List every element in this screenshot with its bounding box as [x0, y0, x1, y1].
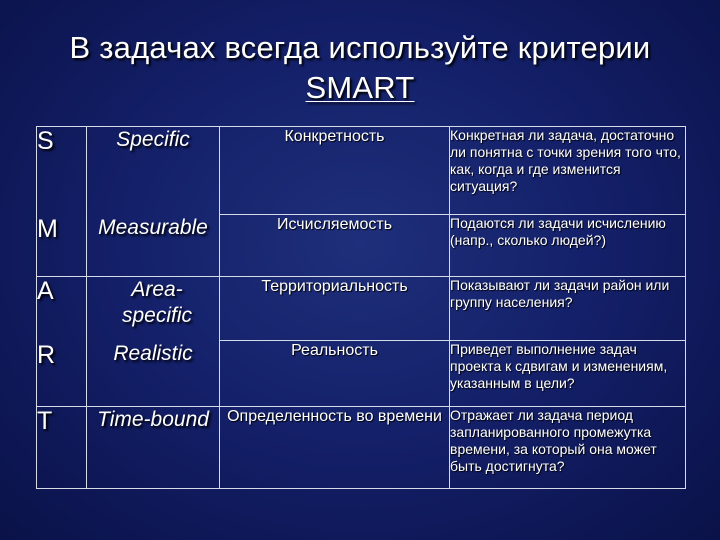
criterion-question: Конкретная ли задача, достаточно ли понятна с точки зрения того что, как, когда и где изменится ситуация? [450, 127, 686, 215]
smart-criteria-table [36, 126, 686, 489]
criterion-russian: Исчисляемость [220, 215, 450, 277]
table-row [37, 127, 686, 215]
table-row [37, 341, 686, 407]
criterion-russian: Реальность [220, 341, 450, 407]
criterion-question: Показывают ли задачи район или группу населения? [450, 277, 686, 341]
criterion-question: Отражает ли задача период запланированного промежутка времени, за который она может быть достигнута? [450, 407, 686, 489]
criterion-russian: Территориальность [220, 277, 450, 341]
criterion-english: Specific [87, 127, 220, 215]
slide-title [40, 28, 680, 108]
title-line-1: В задачах всегда используйте критерии [69, 30, 651, 65]
criterion-english: Time-bound [87, 407, 220, 489]
criterion-english: Realistic [87, 341, 220, 407]
criterion-letter: A [37, 277, 87, 341]
criterion-letter: T [37, 407, 87, 489]
criterion-question: Подаются ли задачи исчислению (напр., сколько людей?) [450, 215, 686, 277]
table-row [37, 407, 686, 489]
title-line-2: SMART [305, 70, 415, 105]
table-row [37, 215, 686, 277]
criterion-russian: Конкретность [220, 127, 450, 215]
criterion-english: Area-specific [87, 277, 220, 341]
criterion-letter: S [37, 127, 87, 215]
criterion-question: Приведет выполнение задач проекта к сдвигам и изменениям, указанным в цели? [450, 341, 686, 407]
criterion-letter: R [37, 341, 87, 407]
criterion-letter: M [37, 215, 87, 277]
table-row [37, 277, 686, 341]
criterion-english: Measurable [87, 215, 220, 277]
criterion-russian: Определенность во времени [220, 407, 450, 489]
